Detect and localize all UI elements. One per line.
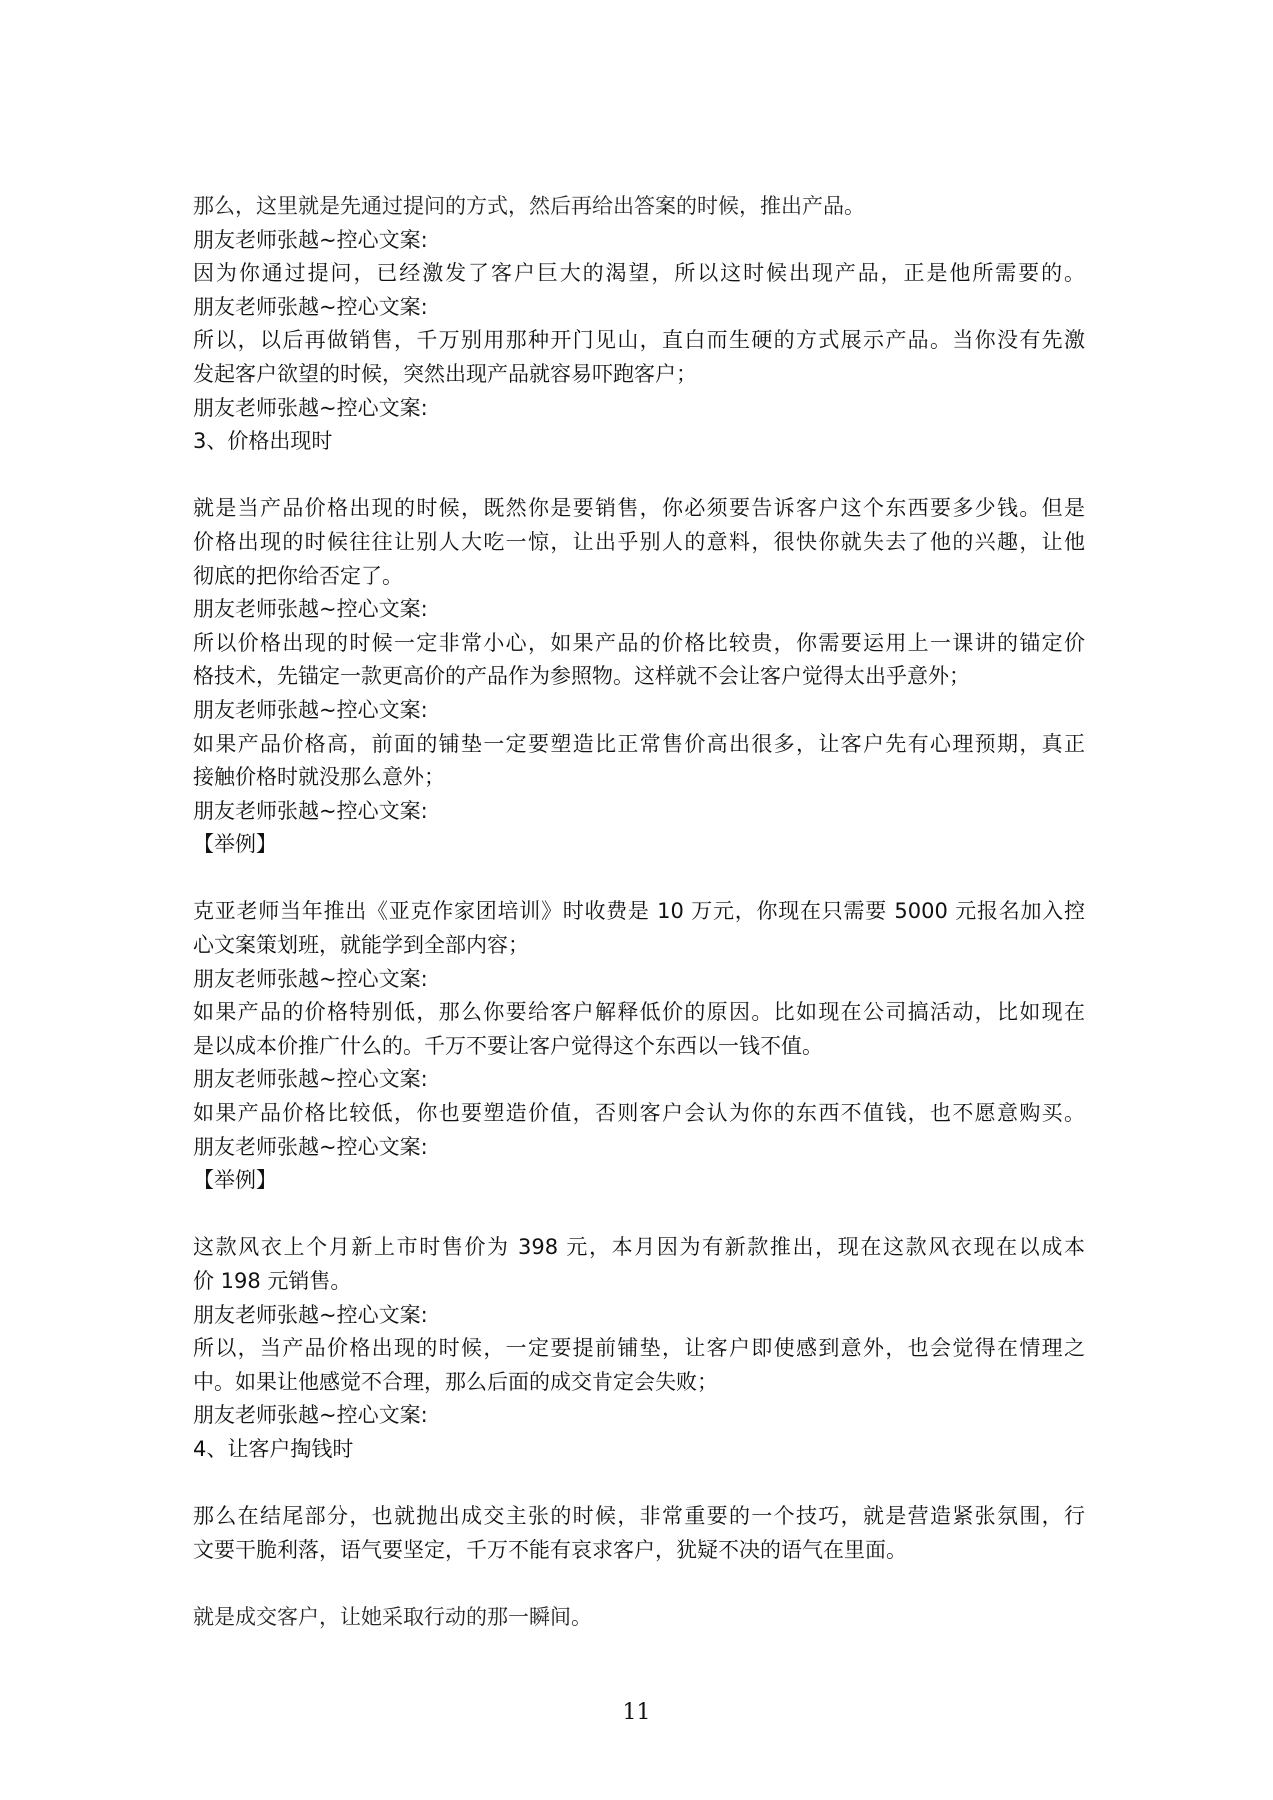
author-tag-line: 朋友老师张越~控心文案: [193,1134,428,1159]
author-tag-line: 朋友老师张越~控心文案: [193,597,428,622]
text-line: 格技术，先锚定一款更高价的产品作为参照物。这样就不会让客户觉得太出乎意外； [193,664,970,689]
blank-line [193,1567,1085,1601]
text-line: 价 198 元销售。 [193,1269,352,1293]
text-line: 因为你通过提问，已经激发了客户巨大的渴望，所以这时候出现产品，正是他所需要的。 [193,261,1085,286]
text-line: 那么在结尾部分，也就抛出成交主张的时候，非常重要的一个技巧，就是营造紧张氛围，行 [193,1504,1085,1529]
author-tag-line: 朋友老师张越~控心文案: [193,798,428,823]
text-line: 如果产品价格比较低，你也要塑造价值，否则客户会认为你的东西不值钱，也不愿意购买。 [193,1101,1085,1126]
text-line: 所以，以后再做销售，千万别用那种开门见山，直白而生硬的方式展示产品。当你没有先激 [193,328,1085,353]
author-tag-line: 朋友老师张越~控心文案: [193,697,428,722]
text-line: 价格出现的时候往往让别人大吃一惊，让出乎别人的意料，很快你就失去了他的兴趣，让他 [193,529,1085,554]
example-label: 【举例】 [193,832,277,857]
section-heading: 3、价格出现时 [193,429,333,454]
text-line: 心文案策划班，就能学到全部内容； [193,933,529,958]
example-label: 【举例】 [193,1168,277,1193]
blank-line [193,862,1085,896]
text-line: 就是当产品价格出现的时候，既然你是要销售，你必须要告诉客户这个东西要多少钱。但是 [193,496,1085,521]
text-line: 如果产品的价格特别低，那么你要给客户解释低价的原因。比如现在公司搞活动，比如现在 [193,1000,1085,1025]
blank-line [193,1198,1085,1232]
section-heading: 4、让客户掏钱时 [193,1436,354,1461]
text-line: 这款风衣上个月新上市时售价为 398 元，本月因为有新款推出，现在这款风衣现在以成本 [193,1235,1085,1260]
text-line: 接触价格时就没那么意外； [193,765,445,790]
author-tag-line: 朋友老师张越~控心文案: [193,227,428,252]
author-tag-line: 朋友老师张越~控心文案: [193,1403,428,1428]
author-tag-line: 朋友老师张越~控心文案: [193,966,428,991]
text-line: 发起客户欲望的时候，突然出现产品就容易吓跑客户； [193,361,697,386]
text-line: 如果产品价格高，前面的铺垫一定要塑造比正常售价高出很多，让客户先有心理预期，真正 [193,731,1085,756]
page-body-text [193,190,1085,1635]
blank-line [193,1467,1085,1501]
blank-line [193,459,1085,493]
author-tag-line: 朋友老师张越~控心文案: [193,1067,428,1092]
text-line: 所以价格出现的时候一定非常小心，如果产品的价格比较贵，你需要运用上一课讲的锚定价 [193,630,1085,655]
author-tag-line: 朋友老师张越~控心文案: [193,395,428,420]
text-line: 是以成本价推广什么的。千万不要让客户觉得这个东西以一钱不值。 [193,1033,823,1058]
author-tag-line: 朋友老师张越~控心文案: [193,1302,428,1327]
text-line: 彻底的把你给否定了。 [193,563,403,588]
text-line: 就是成交客户，让她采取行动的那一瞬间。 [193,1604,592,1629]
text-line: 所以，当产品价格出现的时候，一定要提前铺垫，让客户即使感到意外，也会觉得在情理之 [193,1336,1085,1361]
author-tag-line: 朋友老师张越~控心文案: [193,294,428,319]
text-line: 文要干脆利落，语气要坚定，千万不能有哀求客户，犹疑不决的语气在里面。 [193,1537,907,1562]
page-number: 11 [622,1700,651,1725]
text-line: 中。如果让他感觉不合理，那么后面的成交肯定会失败； [193,1369,718,1394]
text-line: 那么，这里就是先通过提问的方式，然后再给出答案的时候，推出产品。 [193,194,865,218]
text-line: 克亚老师当年推出《亚克作家团培训》时收费是 10 万元，你现在只需要 5000 元报名加入控 [193,899,1085,924]
